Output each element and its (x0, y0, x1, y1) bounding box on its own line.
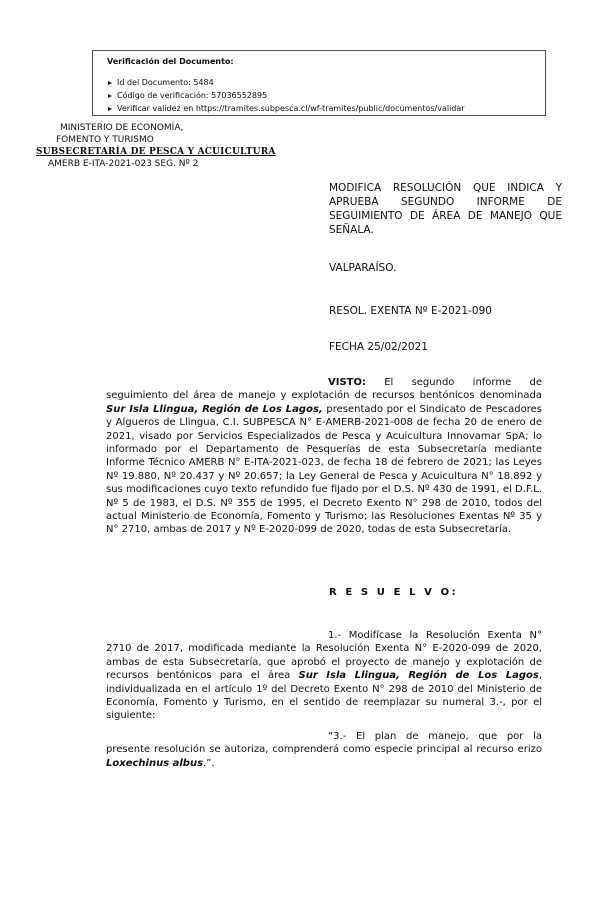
verification-list (107, 76, 545, 115)
document-id: Id del Documento: 5484 (117, 76, 545, 89)
resuelvo-item-2 (106, 730, 542, 770)
ministry-name-cont: FOMENTO Y TURISMO (56, 135, 154, 145)
resolution-number: RESOL. EXENTA Nº E-2021-090 (329, 305, 492, 317)
verification-title: Verificación del Documento: (107, 57, 234, 66)
ministry-header (36, 122, 276, 170)
verification-link[interactable]: Verificar validez en https://tramites.subpesca.cl/wf-tramites/public/documentos/validar (117, 102, 545, 115)
visto-label: VISTO: (328, 377, 366, 388)
verification-box (92, 50, 546, 116)
resuelvo-item-1 (106, 629, 542, 723)
item1-area-name: Sur Isla Llingua, Región de Los Lagos (298, 670, 539, 682)
ministry-name: MINISTERIO DE ECONOMÍA, (60, 123, 184, 133)
document-subject: MODIFICA RESOLUCIÓN QUE INDICA Y APRUEBA SEGUNDO INFORME DE SEGUIMIENTO DE ÁREA DE MANEJO QUE SEÑALA. (329, 182, 562, 236)
document-place: VALPARAÍSO. (329, 262, 397, 274)
visto-area-name: Sur Isla Llingua, Región de Los Lagos, (106, 403, 323, 415)
visto-lead: El segundo informe de seguimiento del área de manejo y explotación de recursos bentónicos denominada (106, 377, 542, 402)
reference-code: AMERB E-ITA-2021-023 SEG. Nº 2 (48, 159, 199, 169)
subsecretaria-name: SUBSECRETARÍA DE PESCA Y ACUICULTURA (36, 147, 276, 157)
document-date: FECHA 25/02/2021 (329, 341, 428, 353)
item2-lead: “3.- El plan de manejo, que por la presente resolución se autoriza, comprenderá como especie principal al recurso erizo (106, 731, 542, 756)
visto-paragraph (106, 376, 542, 537)
item2-end: .”. (203, 757, 215, 769)
item1-lead: 1.- Modifícase la Resolución Exenta N° 2710 de 2017, modificada mediante la Resolución Exenta N° E-2020-099 de 2020, ambas de esta Subsecretaría, que aprobó el proyecto de manejo y explotación de recursos bentónicos para el área (106, 630, 542, 682)
item1-rest: , individualizada en el artículo 1º del Decreto Exento N° 298 de 2010 del Ministerio de Economía, Fomento y Turismo, en el sentido de reemplazar su numeral 3.-, por el siguiente: (106, 670, 543, 722)
visto-rest: presentado por el Sindicato de Pescadores y Algueros de Llingua, C.I. SUBPESCA N° E-AMERB-2021-008 de fecha 20 de enero de 2021, visado por Servicios Especializados de Pesca y Acuicultura Innovamar SpA; lo informado por el Departamento de Pesquerías de esta Subsecretaría mediante Informe Técnico AMERB N° E-ITA-2021-023, de fecha 18 de febrero de 2021; las Leyes Nº 19.880, Nº 20.437 y Nº 20.657; la Ley General de Pesca y Acuicultura N° 18.892 y sus modificaciones cuyo texto refundido fue fijado por el D.S. Nº 430 de 1991, el D.F.L. Nº 5 de 1983, el D.S. Nº 355 de 1995, el Decreto Exento N° 298 de 2010, todos del actual Ministerio de Economía, Fomento y Turismo; las Resoluciones Exentas Nº 35 y N° 2710, ambas de 2017 y Nº E-2020-099 de 2020, todas de esta Subsecretaría. (106, 403, 542, 536)
resuelvo-heading: R E S U E L V O: (329, 587, 459, 598)
verification-code: Código de verificación: 57036552895 (117, 89, 545, 102)
item2-species: Loxechinus albus (106, 757, 204, 769)
